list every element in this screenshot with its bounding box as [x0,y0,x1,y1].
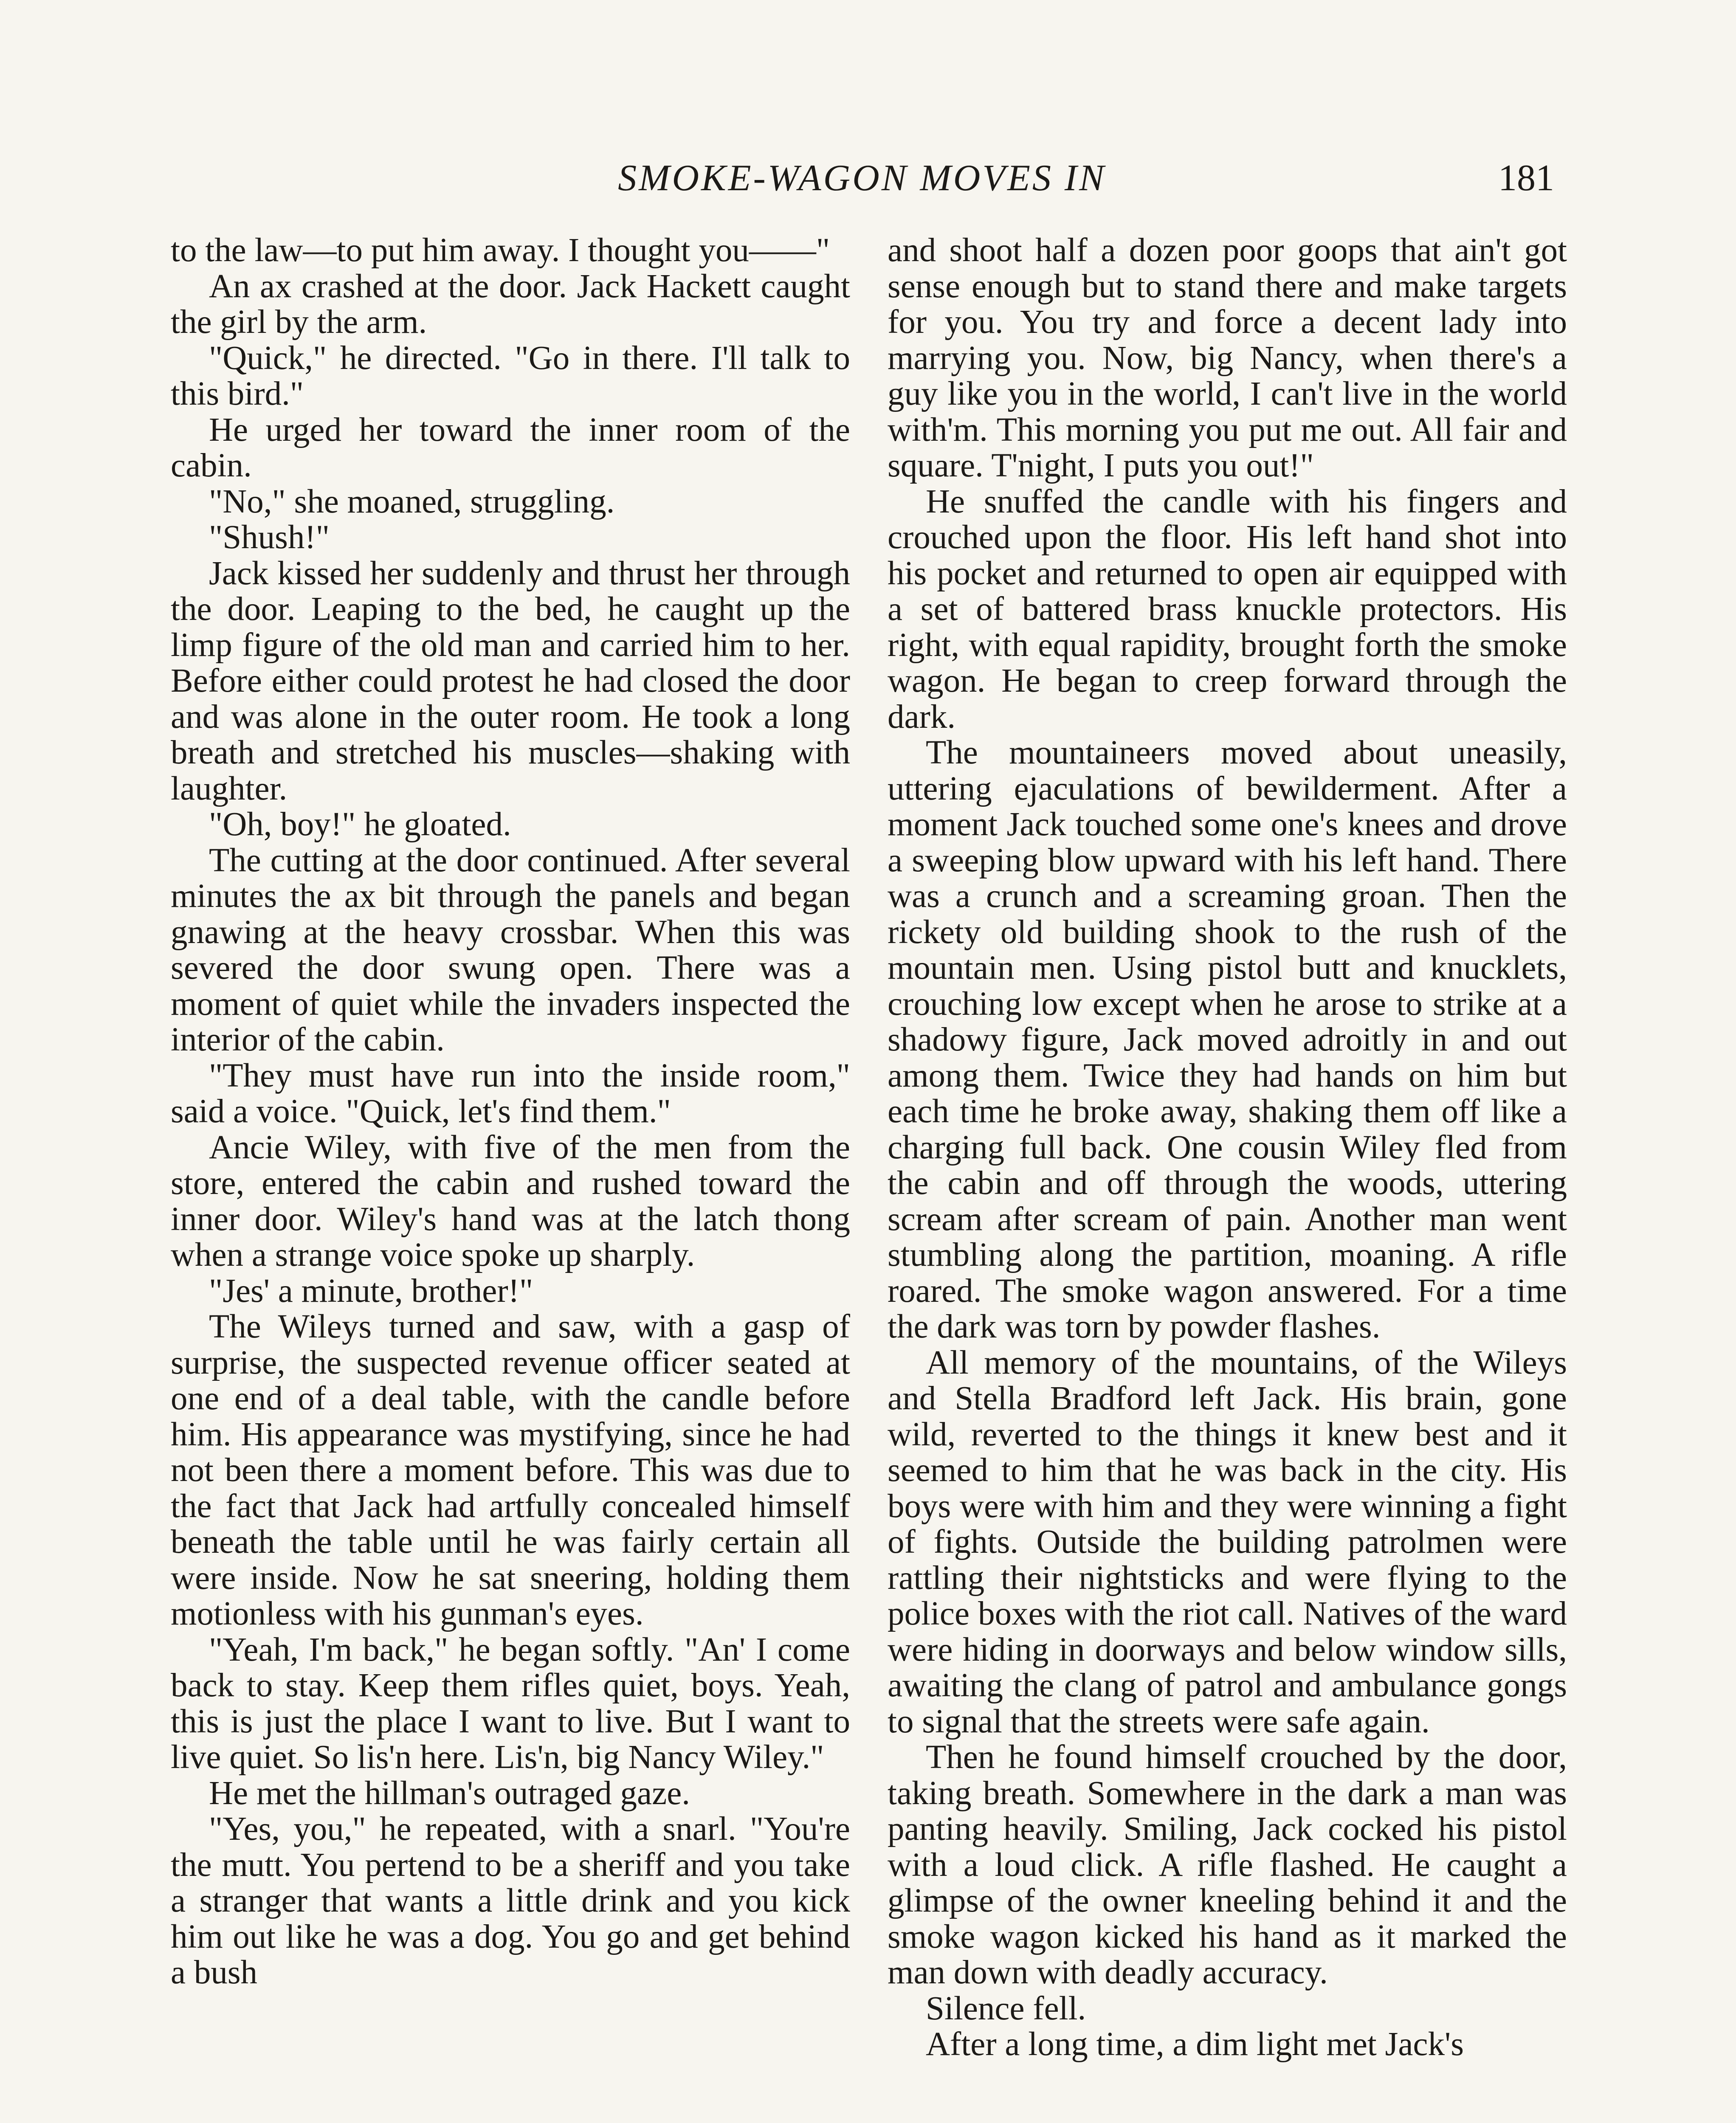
running-title: SMOKE-WAGON MOVES IN [618,158,1106,199]
paragraph: "Shush!" [209,519,330,556]
paragraph: to the law—to put him away. I thought you——" [171,232,830,269]
paragraph: An ax crashed at the door. Jack Hackett caught the girl by the arm. [171,267,850,341]
right-column [888,233,1567,2063]
paragraph: and shoot half a dozen poor goops that ain't got sense enough but to stand there and make targets for you. You try and force a decent lady into marrying you. Now, big Nancy, when there's a guy like you in the world, I can't live in the world with'm. This morning you put me out. All fair and square. T'night, I puts you out!" [888,232,1567,484]
paragraph: Then he found himself crouched by the door, taking breath. Somewhere in the dark a man was panting heavily. Smiling, Jack cocked his pistol with a loud click. A rifle flashed. He caught a glimpse of the owner kneeling behind it and the smoke wagon kicked his hand as it marked the man down with deadly accuracy. [888,1739,1567,1991]
paragraph: After a long time, a dim light met Jack's [926,2026,1464,2063]
paragraph: All memory of the mountains, of the Wileys and Stella Bradford left Jack. His brain, gone wild, reverted to the things it knew best and it seemed to him that he was back in the city. His boys were with him and they were winning a fight of fights. Outside the building patrolmen were rattling their nightsticks and were flying to the police boxes with the riot call. Natives of the ward were hiding in doorways and below window sills, awaiting the clang of patrol and ambulance gongs to signal that the streets were safe again. [888,1344,1567,1740]
left-column [171,233,850,1991]
paragraph: The mountaineers moved about uneasily, uttering ejaculations of bewilderment. After a moment Jack touched some one's knees and drove a sweeping blow upward with his left hand. There was a crunch and a screaming groan. Then the rickety old building shook to the rush of the mountain men. Using pistol butt and knucklets, crouching low except when he arose to strike at a shadowy figure, Jack moved adroitly in and out among them. Twice they had hands on him but each time he broke away, shaking them off like a charging full back. One cousin Wiley fled from the cabin and off through the woods, uttering scream after scream of pain. Another man went stumbling along the partition, moaning. A rifle roared. The smoke wagon answered. For a time the dark was torn by powder flashes. [888,734,1567,1345]
paragraph: "Yes, you," he repeated, with a snarl. "You're the mutt. You pertend to be a sheriff and you take a stranger that wants a little drink and you kick him out like he was a dog. You go and get behind a bush [171,1810,850,1991]
paragraph: Jack kissed her suddenly and thrust her through the door. Leaping to the bed, he caught up the limp figure of the old man and carried him to her. Before either could protest he had closed the door and was alone in the outer room. He took a long breath and stretched his muscles—shaking with laughter. [171,555,850,807]
paragraph: The Wileys turned and saw, with a gasp of surprise, the suspected revenue officer seated at one end of a deal table, with the candle before him. His appearance was mystifying, since he had not been there a moment before. This was due to the fact that Jack had artfully concealed himself beneath the table until he was fairly certain all were inside. Now he sat sneering, holding them motionless with his gunman's eyes. [171,1308,850,1632]
page-header [170,146,1554,210]
paragraph: He snuffed the candle with his fingers and crouched upon the floor. His left hand shot into his pocket and returned to open air equipped with a set of battered brass knuckle protectors. His right, with equal rapidity, brought forth the smoke wagon. He began to creep forward through the dark. [888,483,1567,735]
paragraph: Silence fell. [926,1990,1086,2027]
paragraph: "Oh, boy!" he gloated. [209,806,511,843]
paragraph: "Jes' a minute, brother!" [209,1272,533,1309]
page-number: 181 [1498,158,1554,199]
paragraph: Ancie Wiley, with five of the men from the store, entered the cabin and rushed toward the inner door. Wiley's hand was at the latch thong when a strange voice spoke up sharply. [171,1129,850,1273]
paragraph: "Quick," he directed. "Go in there. I'll talk to this bird." [171,339,850,412]
paragraph: "No," she moaned, struggling. [209,483,615,520]
paragraph: He met the hillman's outraged gaze. [209,1774,690,1812]
paragraph: He urged her toward the inner room of the cabin. [171,411,850,484]
paragraph: "They must have run into the inside room," said a voice. "Quick, let's find them." [171,1057,850,1130]
paragraph: The cutting at the door continued. After several minutes the ax bit through the panels and began gnawing at the heavy crossbar. When this was severed the door swung open. There was a moment of quiet while the invaders inspected the interior of the cabin. [171,842,850,1058]
paragraph: "Yeah, I'm back," he began softly. "An' I come back to stay. Keep them rifles quiet, boys. Yeah, this is just the place I want to live. But I want to live quiet. So lis'n here. Lis'n, big Nancy Wiley." [171,1631,850,1776]
